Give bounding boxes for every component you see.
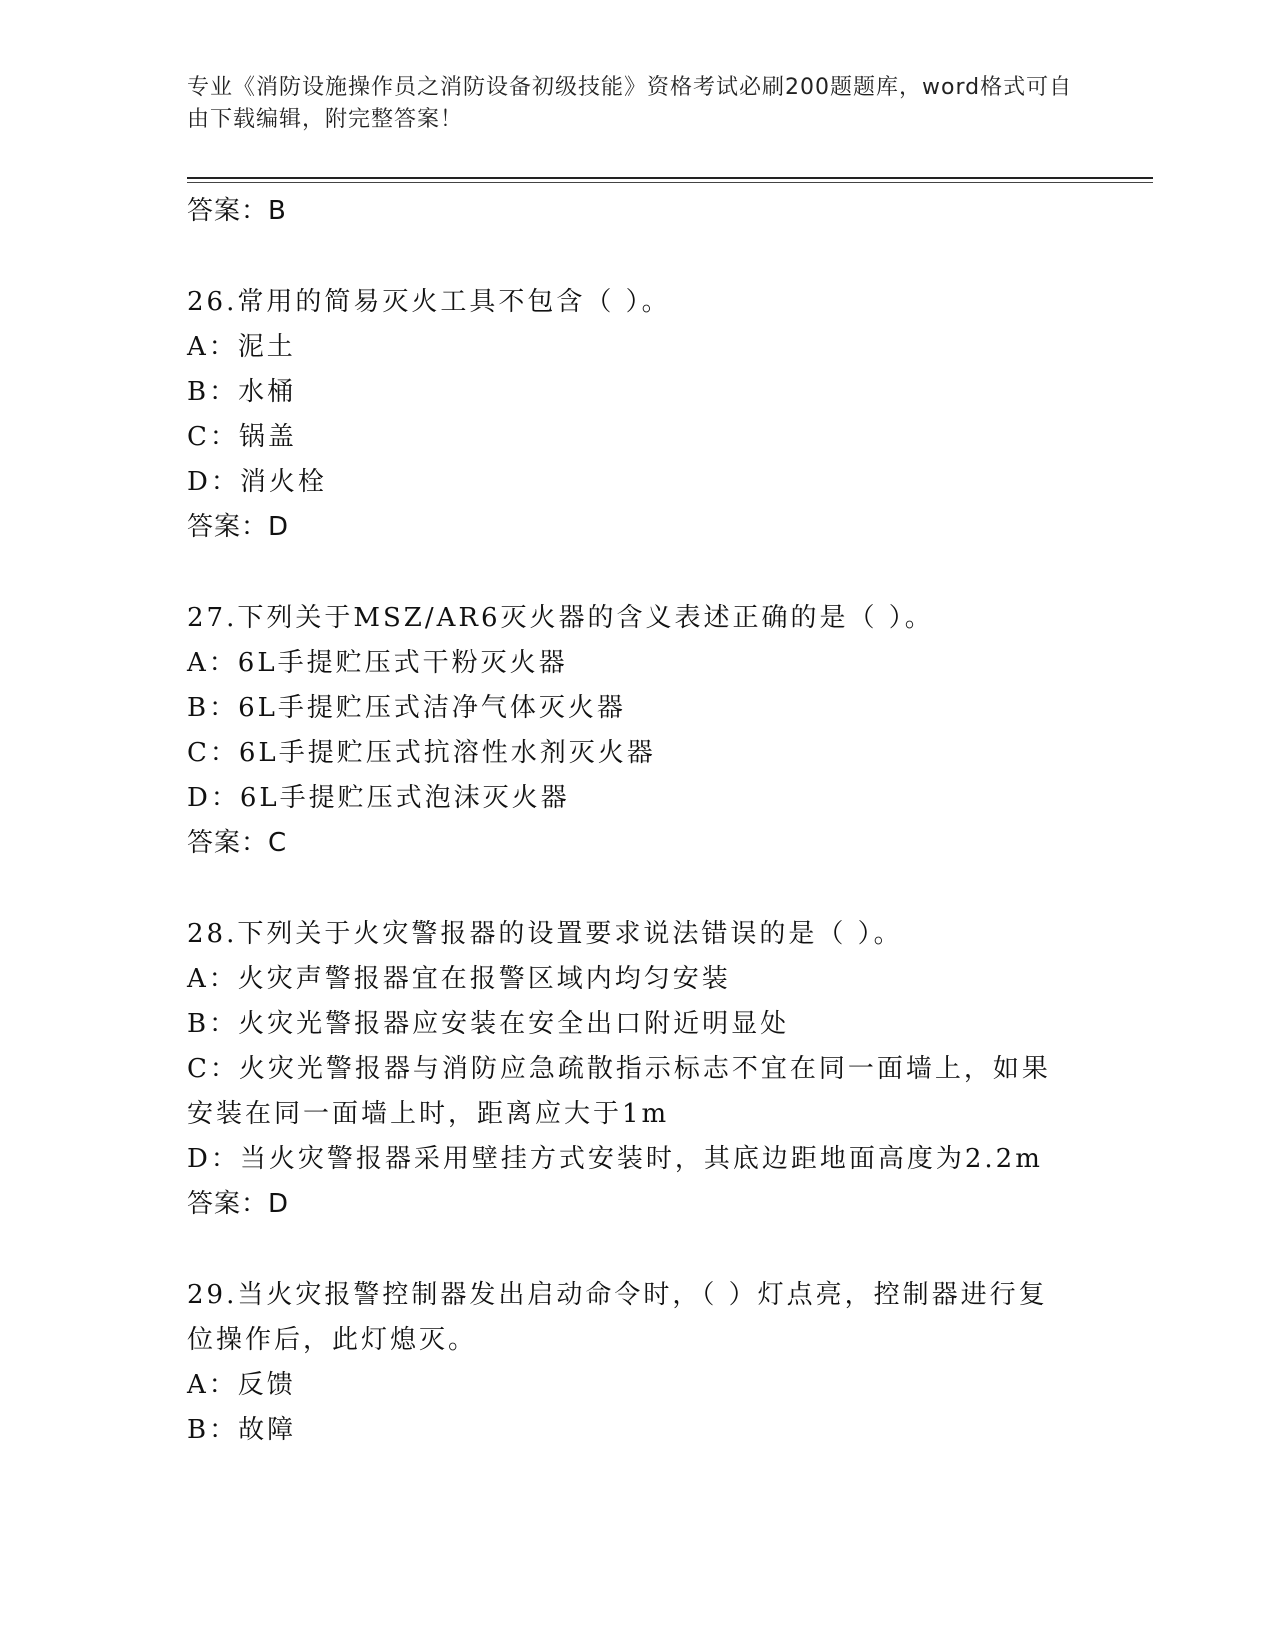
- option-d: D：当火灾警报器采用壁挂方式安装时，其底边距地面高度为2.2m: [187, 1144, 1043, 1174]
- option-a: A：反馈: [187, 1370, 296, 1400]
- option-b: B：6L手提贮压式洁净气体灭火器: [187, 693, 626, 723]
- question-title: 27.下列关于MSZ/AR6灭火器的含义表述正确的是（ ）。: [187, 603, 934, 633]
- header-divider: [187, 177, 1153, 179]
- question-title: 28.下列关于火灾警报器的设置要求说法错误的是（ ）。: [187, 919, 903, 949]
- question-title: 29.当火灾报警控制器发出启动命令时，（ ）灯点亮，控制器进行复位操作后，此灯熄灭。: [187, 1280, 1048, 1355]
- option-a: A：6L手提贮压式干粉灭火器: [187, 648, 568, 678]
- option-b: B：火灾光警报器应安装在安全出口附近明显处: [187, 1009, 790, 1039]
- option-d: D：消火栓: [187, 467, 327, 497]
- option-c: C：锅盖: [187, 422, 297, 452]
- option-a: A：火灾声警报器宜在报警区域内均匀安装: [187, 964, 731, 994]
- option-b: B：故障: [187, 1415, 297, 1445]
- question-list: [187, 189, 1087, 1453]
- question-item: [187, 912, 1087, 1227]
- answer-line: 答案：B: [187, 196, 287, 226]
- option-c: C：火灾光警报器与消防应急疏散指示标志不宜在同一面墙上，如果安装在同一面墙上时，距离应大于1m: [187, 1054, 1051, 1129]
- option-c: C：6L手提贮压式抗溶性水剂灭火器: [187, 738, 656, 768]
- page-header: 专业《消防设施操作员之消防设备初级技能》资格考试必刷200题题库，word格式可自由下载编辑，附完整答案！: [187, 75, 1073, 132]
- question-item: [187, 596, 1087, 866]
- answer-line: 答案：C: [187, 828, 288, 858]
- header-divider-thin: [187, 182, 1153, 183]
- question-item: [187, 280, 1087, 550]
- option-a: A：泥土: [187, 332, 296, 362]
- answer-line: 答案：D: [187, 1189, 290, 1219]
- question-title: 26.常用的简易灭火工具不包含（ ）。: [187, 287, 671, 317]
- answer-line: 答案：D: [187, 512, 290, 542]
- option-d: D：6L手提贮压式泡沫灭火器: [187, 783, 570, 813]
- question-item: [187, 1273, 1087, 1453]
- option-b: B：水桶: [187, 377, 297, 407]
